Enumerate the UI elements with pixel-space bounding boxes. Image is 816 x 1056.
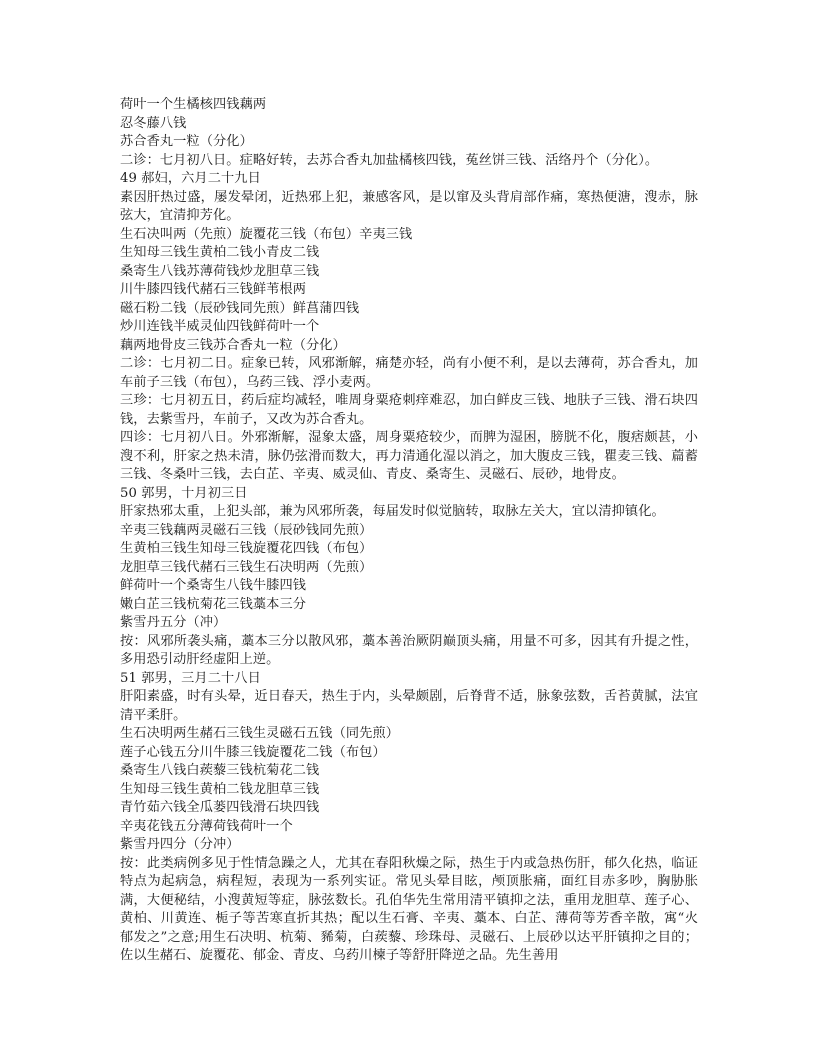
text-line: 青竹茹六钱全瓜蒌四钱滑石块四钱	[120, 800, 320, 815]
text-line: 51 郭男，三月二十八日	[120, 670, 261, 686]
text-paragraph: 素因肝热过盛，屡发晕闭，近热邪上犯，兼感客风，是以窜及头背肩部作痛，寒热便溏，溲赤，脉弦大，宜清抑芳化。	[120, 189, 698, 223]
text-line: 生石决明两生赭石三钱生灵磁石五钱（同先煎）	[120, 726, 400, 741]
text-line: 生知母三钱生黄柏二钱龙胆草三钱	[120, 781, 320, 797]
text-line: 炒川连钱半威灵仙四钱鲜荷叶一个	[120, 319, 320, 334]
text-line: 龙胆草三钱代赭石三钱生石决明两（先煎）	[120, 559, 373, 575]
text-line: 忍冬藤八钱	[120, 115, 187, 131]
text-line: 生黄柏三钱生知母三钱旋覆花四钱（布包）	[120, 541, 373, 556]
text-line: 辛夷花钱五分薄荷钱荷叶一个	[120, 818, 293, 834]
text-line: 磁石粉二钱（辰砂钱同先煎）鲜菖蒲四钱	[120, 300, 360, 316]
text-line: 嫩白芷三钱杭菊花三钱藁本三分	[120, 596, 307, 612]
text-paragraph: 肝阳素盛，时有头晕，近日春天，热生于内，头晕颇剧，后脊背不适，脉象弦数，舌苔黄腻，法宜清平柔肝。	[120, 689, 698, 723]
text-line: 紫雪丹四分（分冲）	[120, 837, 240, 852]
text-line: 辛夷三钱藕两灵磁石三钱（辰砂钱同先煎）	[120, 522, 373, 538]
text-line: 莲子心钱五分川牛膝三钱旋覆花二钱（布包）	[120, 744, 386, 760]
text-paragraph: 二诊：七月初八日。症略好转，去苏合香丸加盐橘核四钱，菟丝饼三钱、活络丹个（分化）。	[120, 152, 659, 168]
text-line: 鲜荷叶一个桑寄生八钱牛膝四钱	[120, 578, 307, 593]
text-paragraph: 肝家热邪太重，上犯头部，兼为风邪所袭，每届发时似觉脑转，取脉左关大，宜以清抑镇化。	[120, 504, 665, 519]
text-paragraph: 三珍：七月初五日，药后症均减轻，唯周身粟疮刺痒难忍，加白鲜皮三钱、地肤子三钱、滑石块四钱，去紫雪丹，车前子，又改为苏合香丸。	[120, 393, 698, 427]
text-line: 紫雪丹五分（冲）	[120, 615, 227, 630]
text-line: 苏合香丸一粒（分化）	[120, 134, 253, 149]
text-line: 49 郝妇，六月二十九日	[120, 171, 261, 186]
text-line: 川牛膝四钱代赭石三钱鲜苇根两	[120, 282, 307, 297]
text-line: 荷叶一个生橘核四钱藕两	[120, 97, 267, 112]
text-line: 桑寄生八钱苏薄荷钱炒龙胆草三钱	[120, 263, 320, 279]
text-line: 桑寄生八钱白蒺藜三钱杭菊花二钱	[120, 763, 320, 778]
text-paragraph: 四诊：七月初八日。外邪渐解，湿象太盛，周身粟疮较少，而脾为湿困，膀胱不化，腹痞颇甚，小溲不利，肝家之热未清，脉仍弦滑而数大，再力清通化湿以消之，加大腹皮三钱，瞿麦三钱、萹蓄三钱、冬桑叶三钱，去白芷、辛夷、威灵仙、青皮、桑寄生、灵磁石、辰砂，地骨皮。	[120, 430, 698, 482]
text-line: 生知母三钱生黄柏二钱小青皮二钱	[120, 245, 320, 260]
document-page	[120, 96, 698, 966]
text-paragraph: 按：风邪所袭头痛，藁本三分以散风邪，藁本善治厥阴巅顶头痛，用量不可多，因其有升提之性，多用恐引动肝经虚阳上逆。	[120, 633, 698, 667]
text-line: 生石决叫两（先煎）旋覆花三钱（布包）辛夷三钱	[120, 226, 413, 242]
text-line: 50 郭男，十月初三日	[120, 485, 248, 501]
text-line: 藕两地骨皮三钱苏合香丸一粒（分化）	[120, 337, 346, 353]
text-paragraph: 按：此类病例多见于性情急躁之人，尤其在春阳秋燥之际，热生于内或急热伤肝，郁久化热，临证特点为起病急，病程短，表现为一系列实证。常见头晕目眩，颅顶胀痛，面红目赤多吵，胸胁胀满，大便秘结，小溲黄短等症，脉弦数长。孔伯华先生常用清平镇抑之法，重用龙胆草、莲子心、黄柏、川黄连、栀子等苦寒直折其热；配以生石膏、辛夷、藁本、白芷、薄荷等芳香辛散，寓“火郁发之”之意;用生石决明、杭菊、豨菊，白蒺藜、珍珠母、灵磁石、上辰砂以达平肝镇抑之目的；佐以生赭石、旋覆花、郁金、青皮、乌药川楝子等舒肝降逆之品。先生善用	[120, 855, 698, 963]
text-paragraph: 二诊：七月初二日。症象已转，风邪渐解，痛楚亦轻，尚有小便不利，是以去薄荷，苏合香丸，加车前子三钱（布包），乌药三钱、浮小麦两。	[120, 356, 698, 390]
